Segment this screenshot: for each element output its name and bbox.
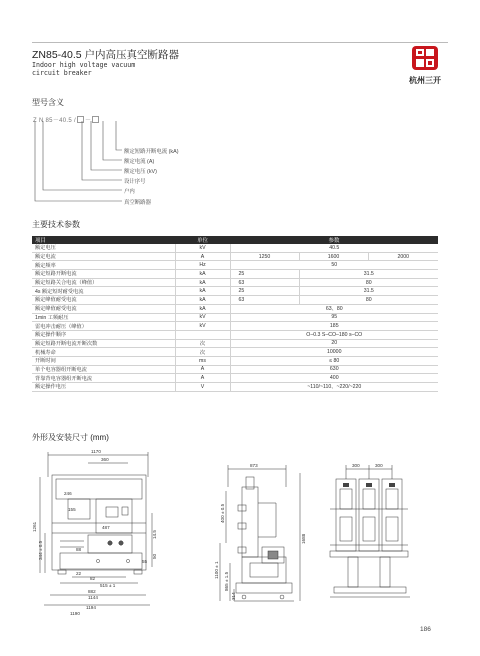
table-row [32,278,438,287]
row-unit: ms [175,356,230,365]
row-value: 63、80 [230,304,438,313]
model-label-indoor: 户内 [124,189,135,195]
row-item: 开断时间 [32,356,175,365]
english-title-line1: Indoor high voltage vacuum [32,61,136,69]
page-title: ZN85-40.5 户内高压真空断路器 [32,49,180,61]
row-value: 25 [230,270,299,279]
dim-82: 82 [90,576,96,581]
dim-1100: 1100 ± 1 [214,561,219,579]
model-label-vacuum-breaker: 真空断路器 [124,200,151,206]
row-item: 额定频率 [32,261,175,270]
row-item: 单个电容器组开断电流 [32,365,175,374]
row-value: 31.5 [299,287,438,296]
row-unit: A [175,374,230,383]
row-item: 额定短路关合电流（峰值） [32,278,175,287]
dim-873: 873 [250,463,258,468]
table-row [32,339,438,348]
dim-246: 246 [64,491,72,496]
dim-50: 50 [152,553,157,559]
rear-view-pole-fills [343,483,395,487]
table-row [32,365,438,374]
row-item: 背靠背电容器组开断电流 [32,374,175,383]
row-value: 95 [230,313,438,322]
row-unit: Hz [175,261,230,270]
row-value: 185 [230,322,438,331]
row-unit: kA [175,278,230,287]
english-title-line2: circuit breaker [32,69,92,77]
dim-314: 314 [231,592,236,600]
row-unit: 次 [175,339,230,348]
dim-487: 487 [102,525,110,530]
header-rule [32,42,448,43]
dim-1190: 1190 [70,611,80,616]
row-item: 额定电压 [32,244,175,252]
row-value: 400 [230,374,438,383]
row-item: 机械寿命 [32,348,175,357]
row-value: 630 [230,365,438,374]
table-row [32,304,438,313]
row-value: 31.5 [299,270,438,279]
row-value: O–0.3 S–CO–180 s–CO [230,330,438,339]
row-value: 20 [230,339,438,348]
dim-865: 865 ± 1.5 [224,571,229,591]
dim-300-right: 300 [375,463,383,468]
spec-table [32,236,438,392]
brand-logo-icon [410,44,440,72]
dim-515: 515 ± 1 [100,583,116,588]
side-view-drawing [220,465,300,601]
dim-1170: 1170 [91,449,101,454]
row-value: 40.5 [230,244,438,252]
dim-22: 22 [76,571,82,576]
row-value: 80 [299,296,438,305]
table-row [32,287,438,296]
table-row [32,383,438,392]
row-value: 80 [299,278,438,287]
row-item: 额定短路开断电流 [32,270,175,279]
table-row [32,244,438,252]
dim-88: 88 [76,547,82,552]
row-value: 2000 [368,252,438,261]
front-view-drawing [40,452,152,605]
row-item: 额定峰值耐受电流 [32,304,175,313]
dim-1144: 1144 [88,595,98,600]
code-part-z: Z [33,118,37,124]
row-value: 1600 [299,252,368,261]
row-value: 25 [230,287,299,296]
table-row [32,270,438,279]
row-value: 63 [230,278,299,287]
dim-300-left: 300 [352,463,360,468]
code-part-n: N [38,118,44,124]
row-unit: kA [175,287,230,296]
row-unit [175,330,230,339]
table-row [32,348,438,357]
row-item: 4s 额定短时耐受电流 [32,287,175,296]
model-label-design-no: 设计序号 [124,179,146,185]
model-heading: 型号含义 [32,98,64,107]
model-label-rated-current: 额定电流 (A) [124,159,155,165]
page-number: 186 [420,626,431,633]
row-item: 额定操作顺序 [32,330,175,339]
row-unit: V [175,383,230,392]
row-unit: kV [175,244,230,252]
dimension-drawings [30,447,450,619]
row-item: 额定电流 [32,252,175,261]
row-item: 1min 工频耐压 [32,313,175,322]
row-item: 雷电冲击耐压（峰值） [32,322,175,331]
row-unit: kA [175,270,230,279]
spec-table-header [32,236,438,244]
dim-1688: 1688 [301,533,306,544]
row-unit: kA [175,304,230,313]
table-row [32,322,438,331]
dim-1261: 1261 [32,521,37,532]
dim-400: 400 ± 0.5 [220,503,225,523]
table-row [32,313,438,322]
table-row [32,374,438,383]
col-unit: 单位 [175,236,230,244]
row-unit: 次 [175,348,230,357]
row-value: 10000 [230,348,438,357]
row-value: ~110/~110、~220/~220 [230,383,438,392]
dim-1194: 1194 [86,605,96,610]
spec-heading: 主要技术参数 [32,220,80,229]
table-row [32,356,438,365]
dim-14: 14.5 [152,530,157,539]
dim-155: 155 [68,507,76,512]
dimension-heading: 外形及安装尺寸 (mm) [32,433,109,442]
row-item: 额定短路开断电流开断次数 [32,339,175,348]
col-item: 项目 [32,236,175,244]
model-label-breaking-current: 额定短路开断电流 (kA) [124,149,179,155]
table-row [32,330,438,339]
col-params: 参数 [230,236,438,244]
dim-360: 360 [101,457,109,462]
row-unit: kV [175,322,230,331]
row-value: 63 [230,296,299,305]
code-part-series: 85－40.5 / [45,118,76,124]
row-unit: A [175,365,230,374]
table-row [32,252,438,261]
row-item: 额定峰值耐受电流 [32,296,175,305]
row-value: 1250 [230,252,299,261]
row-unit: A [175,252,230,261]
brand-name: 杭州三开 [409,76,441,85]
row-unit: kV [175,313,230,322]
dim-882: 882 [88,589,96,594]
row-item: 额定操作电压 [32,383,175,392]
table-row [32,261,438,270]
dim-344: 344 ± 0.5 [38,540,43,560]
model-label-rated-voltage: 额定电压 (kV) [124,169,157,175]
row-value: ≤ 80 [230,356,438,365]
row-value: 50 [230,261,438,270]
row-unit: kA [175,296,230,305]
dim-55: 55 [142,559,148,564]
table-row [32,296,438,305]
code-part-dash: － [84,118,92,124]
